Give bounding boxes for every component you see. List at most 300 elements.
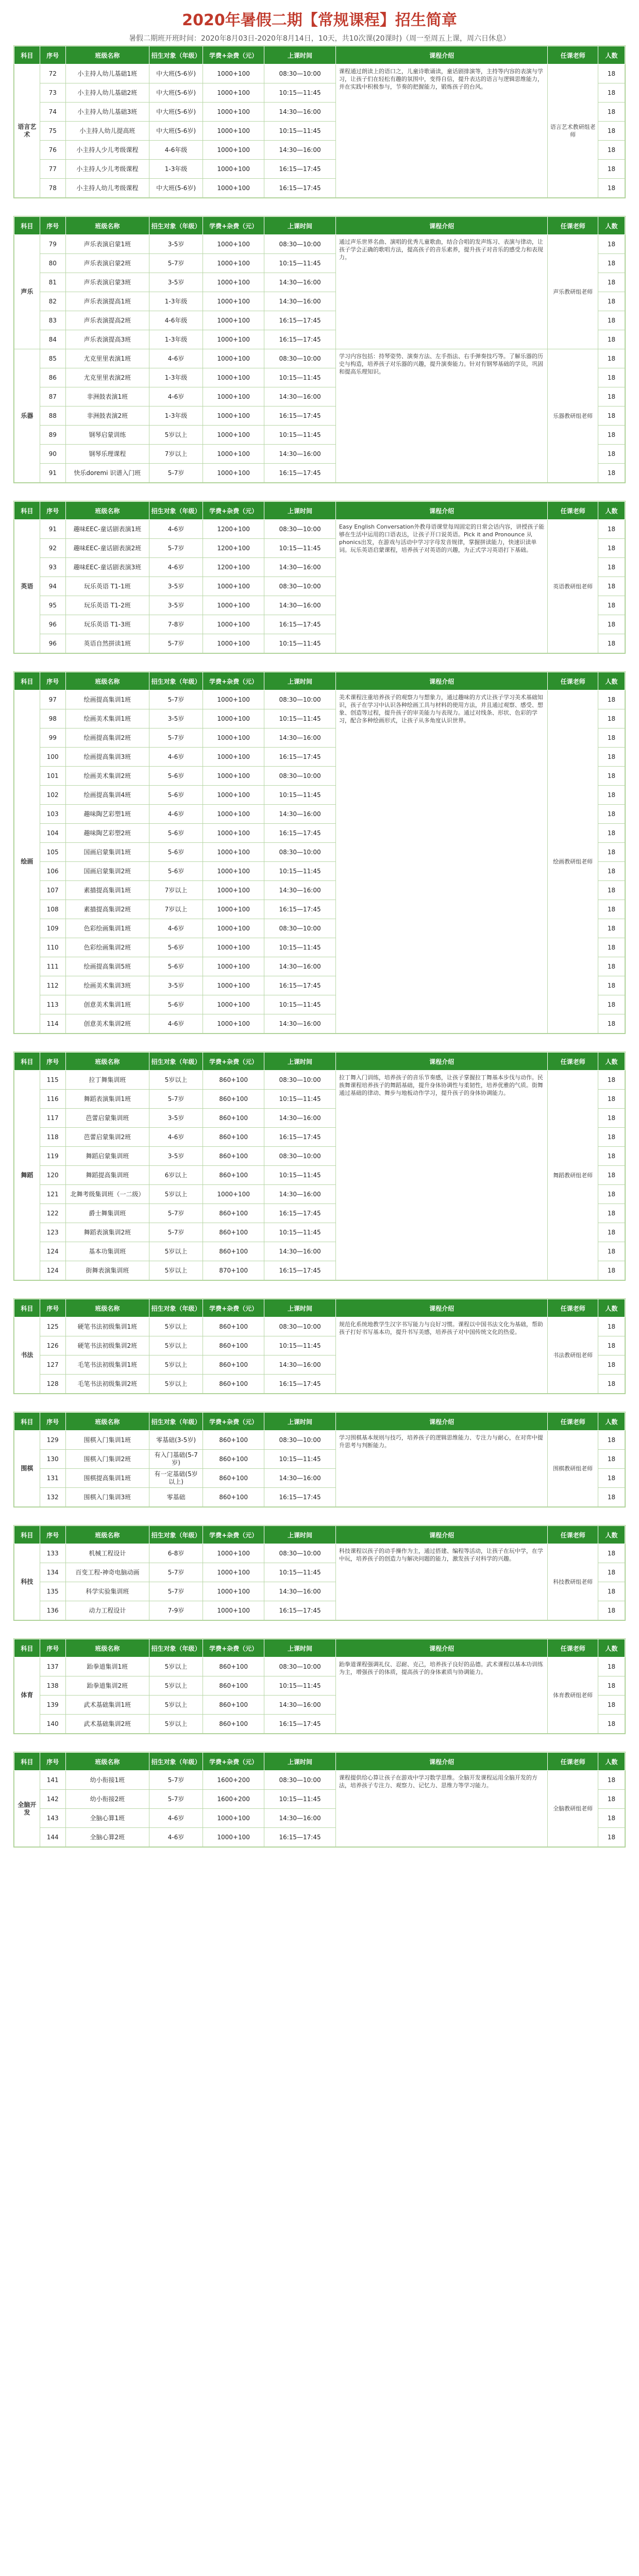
course-size: 18 — [598, 843, 625, 862]
course-time: 16:15—17:45 — [264, 179, 336, 198]
column-header: 课程介绍 — [335, 1639, 548, 1657]
course-size: 18 — [598, 254, 625, 273]
course-fee: 1000+100 — [203, 141, 264, 160]
course-grade: 5-7岁 — [149, 634, 203, 653]
column-header: 学费+杂费（元） — [203, 1053, 264, 1071]
column-header: 科目 — [14, 1053, 40, 1071]
column-header: 课程介绍 — [335, 672, 548, 690]
course-grade: 5岁以上 — [149, 1261, 203, 1280]
course-grade: 4-6岁 — [149, 805, 203, 824]
course-size: 18 — [598, 1090, 625, 1109]
course-size: 18 — [598, 349, 625, 368]
course-grade: 3-5岁 — [149, 1109, 203, 1128]
course-size: 18 — [598, 83, 625, 103]
course-time: 10:15—11:45 — [264, 122, 336, 141]
course-name: 色彩绘画集训1班 — [65, 919, 149, 938]
course-section — [13, 1052, 626, 1281]
course-size: 18 — [598, 919, 625, 938]
course-size: 18 — [598, 615, 625, 634]
course-fee: 860+100 — [203, 1109, 264, 1128]
course-fee: 860+100 — [203, 1657, 264, 1676]
course-grade: 5-7岁 — [149, 1223, 203, 1242]
course-size: 18 — [598, 767, 625, 786]
course-fee: 1000+100 — [203, 1809, 264, 1828]
course-grade: 5岁以上 — [149, 1336, 203, 1355]
column-header: 招生对象（年级） — [149, 1526, 203, 1544]
course-section — [13, 1525, 626, 1621]
course-fee: 1000+100 — [203, 690, 264, 709]
column-header: 课程介绍 — [335, 1753, 548, 1771]
course-grade: 中大班(5-6岁) — [149, 83, 203, 103]
page-subtitle: 暑假二期班开班时间：2020年8月03日-2020年8月14日，10天，共10次课(20课时)（周一至周五上课，周六日休息） — [128, 35, 511, 43]
course-size: 18 — [598, 1828, 625, 1847]
column-header: 科目 — [14, 46, 40, 64]
course-teacher: 声乐教研组老师 — [548, 235, 598, 349]
course-name: 绘画美术集训3班 — [65, 976, 149, 995]
course-section — [13, 1412, 626, 1507]
course-number: 119 — [40, 1147, 65, 1166]
course-grade: 4-6年级 — [149, 141, 203, 160]
course-table — [14, 1526, 625, 1620]
column-header: 任课老师 — [548, 46, 598, 64]
course-fee: 1000+100 — [203, 709, 264, 728]
course-name: 小主持人幼儿基础2班 — [65, 83, 149, 103]
course-grade: 5-7岁 — [149, 254, 203, 273]
course-size: 18 — [598, 709, 625, 728]
column-header: 序号 — [40, 1299, 65, 1317]
course-fee: 870+100 — [203, 1261, 264, 1280]
course-fee: 1000+100 — [203, 292, 264, 311]
course-name: 小主持人幼儿考级课程 — [65, 179, 149, 198]
course-size: 18 — [598, 1431, 625, 1450]
course-time: 10:15—11:45 — [264, 1090, 336, 1109]
course-name: 芭蕾启蒙集训班 — [65, 1109, 149, 1128]
course-time: 16:15—17:45 — [264, 1261, 336, 1280]
course-size: 18 — [598, 728, 625, 748]
course-name: 尤克里里表演2班 — [65, 368, 149, 387]
course-name: 百变工程-神奇电脑动画 — [65, 1563, 149, 1582]
course-size: 18 — [598, 976, 625, 995]
table-row — [14, 520, 625, 539]
column-header: 人数 — [598, 672, 625, 690]
course-name: 快乐doremi 识谱入门班 — [65, 464, 149, 483]
course-grade: 5岁以上 — [149, 1375, 203, 1394]
course-size: 18 — [598, 824, 625, 843]
column-header: 招生对象（年级） — [149, 217, 203, 235]
course-grade: 4-6岁 — [149, 520, 203, 539]
course-number: 126 — [40, 1336, 65, 1355]
course-fee: 1000+100 — [203, 767, 264, 786]
column-header: 学费+杂费（元） — [203, 46, 264, 64]
course-fee: 1000+100 — [203, 1014, 264, 1033]
course-section — [13, 45, 626, 198]
course-time: 16:15—17:45 — [264, 900, 336, 919]
course-name: 创意美术集训2班 — [65, 1014, 149, 1033]
course-description: 通过声乐世界名曲、演唱的优秀儿童歌曲，结合合唱的发声练习、表演与律动，让孩子学会正确的歌唱方法，提高孩子的音乐素养，提升孩子对音乐的感受力和表现力。 — [335, 235, 548, 349]
course-fee: 860+100 — [203, 1336, 264, 1355]
course-grade: 4-6岁 — [149, 1828, 203, 1847]
course-description: 课程提供给心算让孩子在游戏中学习数学思维。全脑开发课程运用全脑开发的方法，培养孩子专注力、观察力、记忆力、思维力等学习能力。 — [335, 1771, 548, 1847]
course-grade: 5-6岁 — [149, 938, 203, 957]
course-fee: 860+100 — [203, 1128, 264, 1147]
column-header: 上课时间 — [264, 672, 336, 690]
column-header: 人数 — [598, 1053, 625, 1071]
course-grade: 3-5岁 — [149, 709, 203, 728]
course-name: 跆拳道集训1班 — [65, 1657, 149, 1676]
course-fee: 860+100 — [203, 1355, 264, 1375]
course-name: 毛笔书法初级集训2班 — [65, 1375, 149, 1394]
course-fee: 1000+100 — [203, 160, 264, 179]
course-grade: 5岁以上 — [149, 426, 203, 445]
course-number: 97 — [40, 690, 65, 709]
course-time: 16:15—17:45 — [264, 1715, 336, 1734]
column-header: 上课时间 — [264, 1299, 336, 1317]
course-name: 绘画提高集训2班 — [65, 728, 149, 748]
course-grade: 零基础 — [149, 1488, 203, 1507]
course-fee: 1000+100 — [203, 843, 264, 862]
course-time: 16:15—17:45 — [264, 1488, 336, 1507]
column-header: 班级名称 — [65, 1299, 149, 1317]
course-time: 14:30—16:00 — [264, 1185, 336, 1204]
course-number: 137 — [40, 1657, 65, 1676]
course-size: 18 — [598, 368, 625, 387]
table-header-row — [14, 1299, 625, 1317]
course-table — [14, 1412, 625, 1507]
course-name: 全脑心算2班 — [65, 1828, 149, 1847]
course-number: 133 — [40, 1544, 65, 1563]
column-header: 上课时间 — [264, 1753, 336, 1771]
column-header: 任课老师 — [548, 217, 598, 235]
course-size: 18 — [598, 311, 625, 330]
course-time: 16:15—17:45 — [264, 464, 336, 483]
course-size: 18 — [598, 1147, 625, 1166]
course-size: 18 — [598, 1715, 625, 1734]
course-number: 124 — [40, 1261, 65, 1280]
table-row — [14, 1071, 625, 1090]
course-name: 素描提高集训2班 — [65, 900, 149, 919]
column-header: 学费+杂费（元） — [203, 672, 264, 690]
course-fee: 1000+100 — [203, 83, 264, 103]
course-grade: 7岁以上 — [149, 900, 203, 919]
course-time: 16:15—17:45 — [264, 976, 336, 995]
course-number: 109 — [40, 919, 65, 938]
course-size: 18 — [598, 1317, 625, 1336]
course-number: 116 — [40, 1090, 65, 1109]
course-fee: 860+100 — [203, 1696, 264, 1715]
course-grade: 3-5岁 — [149, 976, 203, 995]
course-number: 83 — [40, 311, 65, 330]
course-teacher: 语言艺术教研组老师 — [548, 64, 598, 198]
course-name: 声乐表演提高1班 — [65, 292, 149, 311]
course-grade: 5-7岁 — [149, 1090, 203, 1109]
course-description: 课程通过朗读上的语口之，儿童诗歌诵读，童话剧排演等，主持等内容的表演与学习，让孩子们在轻松有趣的氛围中，变得自信，提升表达的语言与逻辑思维能力，并在实践中积极参与，节奏的把握能力，锻炼孩子的台风。 — [335, 64, 548, 198]
column-header: 序号 — [40, 1639, 65, 1657]
course-size: 18 — [598, 1185, 625, 1204]
course-grade: 7岁以上 — [149, 445, 203, 464]
course-teacher: 体育教研组老师 — [548, 1657, 598, 1734]
course-time: 14:30—16:00 — [264, 445, 336, 464]
course-size: 18 — [598, 103, 625, 122]
course-grade: 5-6岁 — [149, 786, 203, 805]
course-time: 14:30—16:00 — [264, 103, 336, 122]
course-fee: 860+100 — [203, 1166, 264, 1185]
course-size: 18 — [598, 1696, 625, 1715]
column-header: 上课时间 — [264, 502, 336, 520]
course-size: 18 — [598, 179, 625, 198]
course-section — [13, 1298, 626, 1394]
course-name: 玩乐英语 T1-2班 — [65, 596, 149, 615]
course-number: 99 — [40, 728, 65, 748]
course-number: 75 — [40, 122, 65, 141]
course-number: 122 — [40, 1204, 65, 1223]
course-section — [13, 1638, 626, 1734]
course-size: 18 — [598, 235, 625, 254]
column-header: 人数 — [598, 217, 625, 235]
course-teacher: 舞蹈教研组老师 — [548, 1071, 598, 1280]
course-number: 96 — [40, 634, 65, 653]
course-fee: 1000+100 — [203, 1185, 264, 1204]
course-fee: 1000+100 — [203, 330, 264, 349]
course-time: 08:30—10:00 — [264, 577, 336, 596]
column-header: 招生对象（年级） — [149, 1639, 203, 1657]
course-fee: 860+100 — [203, 1147, 264, 1166]
course-grade: 5岁以上 — [149, 1242, 203, 1261]
course-size: 18 — [598, 330, 625, 349]
course-name: 声乐表演启蒙1班 — [65, 235, 149, 254]
column-header: 人数 — [598, 1753, 625, 1771]
course-time: 14:30—16:00 — [264, 728, 336, 748]
column-header: 招生对象（年级） — [149, 1753, 203, 1771]
course-number: 130 — [40, 1450, 65, 1469]
course-time: 16:15—17:45 — [264, 824, 336, 843]
table-header-row — [14, 1526, 625, 1544]
course-number: 140 — [40, 1715, 65, 1734]
course-name: 爵士舞集训班 — [65, 1204, 149, 1223]
course-name: 钢琴乐理课程 — [65, 445, 149, 464]
column-header: 招生对象（年级） — [149, 1053, 203, 1071]
course-size: 18 — [598, 1355, 625, 1375]
course-name: 声乐表演启蒙2班 — [65, 254, 149, 273]
course-teacher: 科技教研组老师 — [548, 1544, 598, 1620]
course-number: 88 — [40, 406, 65, 426]
course-number: 82 — [40, 292, 65, 311]
column-header: 任课老师 — [548, 1299, 598, 1317]
course-fee: 1000+100 — [203, 1544, 264, 1563]
course-time: 16:15—17:45 — [264, 1828, 336, 1847]
course-name: 机械工程设计 — [65, 1544, 149, 1563]
column-header: 学费+杂费（元） — [203, 217, 264, 235]
course-name: 素描提高集训1班 — [65, 881, 149, 900]
page-title: 2020年暑假二期【常规课程】招生简章 — [182, 11, 457, 29]
course-name: 钢琴启蒙训练 — [65, 426, 149, 445]
subject-cell: 绘画 — [14, 690, 40, 1033]
course-number: 105 — [40, 843, 65, 862]
column-header: 任课老师 — [548, 1639, 598, 1657]
course-fee: 1000+100 — [203, 445, 264, 464]
course-name: 围棋提高集训1班 — [65, 1469, 149, 1488]
course-fee: 1200+100 — [203, 520, 264, 539]
course-grade: 5-7岁 — [149, 1582, 203, 1601]
column-header: 人数 — [598, 1639, 625, 1657]
course-fee: 1000+100 — [203, 368, 264, 387]
course-grade: 5-7岁 — [149, 1790, 203, 1809]
course-name: 围棋入门集训3班 — [65, 1488, 149, 1507]
course-grade: 6岁以上 — [149, 1166, 203, 1185]
course-size: 18 — [598, 1488, 625, 1507]
course-name: 毛笔书法初级集训1班 — [65, 1355, 149, 1375]
course-grade: 3-5岁 — [149, 235, 203, 254]
course-grade: 5-7岁 — [149, 539, 203, 558]
course-grade: 4-6岁 — [149, 387, 203, 406]
course-fee: 1000+100 — [203, 464, 264, 483]
course-number: 89 — [40, 426, 65, 445]
course-fee: 1000+100 — [203, 235, 264, 254]
course-fee: 1000+100 — [203, 805, 264, 824]
course-time: 16:15—17:45 — [264, 311, 336, 330]
course-number: 120 — [40, 1166, 65, 1185]
table-row — [14, 1317, 625, 1336]
column-header: 任课老师 — [548, 672, 598, 690]
course-time: 10:15—11:45 — [264, 83, 336, 103]
course-fee: 1000+100 — [203, 919, 264, 938]
course-name: 声乐表演提高2班 — [65, 311, 149, 330]
course-size: 18 — [598, 577, 625, 596]
course-teacher: 全脑教研组老师 — [548, 1771, 598, 1847]
course-grade: 4-6岁 — [149, 558, 203, 577]
course-fee: 1000+100 — [203, 426, 264, 445]
column-header: 招生对象（年级） — [149, 672, 203, 690]
course-name: 绘画提高集训1班 — [65, 690, 149, 709]
course-time: 14:30—16:00 — [264, 141, 336, 160]
course-number: 118 — [40, 1128, 65, 1147]
course-time: 08:30—10:00 — [264, 1771, 336, 1790]
subject-cell: 声乐 — [14, 235, 40, 349]
course-time: 14:30—16:00 — [264, 881, 336, 900]
course-time: 08:30—10:00 — [264, 520, 336, 539]
course-fee: 1000+100 — [203, 995, 264, 1014]
course-number: 100 — [40, 748, 65, 767]
course-grade: 5岁以上 — [149, 1317, 203, 1336]
course-number: 108 — [40, 900, 65, 919]
course-fee: 1000+100 — [203, 1601, 264, 1620]
course-name: 小主持人幼儿基础1班 — [65, 64, 149, 83]
course-grade: 5-6岁 — [149, 957, 203, 976]
course-size: 18 — [598, 1166, 625, 1185]
subject-cell: 语言艺术 — [14, 64, 40, 198]
course-fee: 860+100 — [203, 1317, 264, 1336]
course-grade: 1-3年级 — [149, 368, 203, 387]
course-number: 103 — [40, 805, 65, 824]
course-number: 85 — [40, 349, 65, 368]
course-fee: 1000+100 — [203, 824, 264, 843]
course-fee: 1000+100 — [203, 615, 264, 634]
course-size: 18 — [598, 805, 625, 824]
course-name: 色彩绘画集训2班 — [65, 938, 149, 957]
course-name: 幼小衔接2班 — [65, 1790, 149, 1809]
course-size: 18 — [598, 1469, 625, 1488]
course-fee: 860+100 — [203, 1488, 264, 1507]
course-time: 10:15—11:45 — [264, 995, 336, 1014]
column-header: 招生对象（年级） — [149, 1413, 203, 1431]
course-size: 18 — [598, 558, 625, 577]
course-fee: 860+100 — [203, 1242, 264, 1261]
table-header-row — [14, 217, 625, 235]
column-header: 上课时间 — [264, 1639, 336, 1657]
course-time: 14:30—16:00 — [264, 273, 336, 292]
column-header: 人数 — [598, 502, 625, 520]
course-name: 围棋入门集训1班 — [65, 1431, 149, 1450]
course-number: 141 — [40, 1771, 65, 1790]
course-grade: 有一定基础(5岁以上) — [149, 1469, 203, 1488]
course-fee: 1000+100 — [203, 1582, 264, 1601]
column-header: 课程介绍 — [335, 217, 548, 235]
course-size: 18 — [598, 1128, 625, 1147]
course-time: 08:30—10:00 — [264, 349, 336, 368]
course-time: 10:15—11:45 — [264, 862, 336, 881]
course-name: 国画启蒙集训2班 — [65, 862, 149, 881]
course-name: 全脑心算1班 — [65, 1809, 149, 1828]
column-header: 课程介绍 — [335, 1299, 548, 1317]
course-time: 14:30—16:00 — [264, 1355, 336, 1375]
course-grade: 5岁以上 — [149, 1185, 203, 1204]
course-size: 18 — [598, 539, 625, 558]
course-name: 科学实验集训班 — [65, 1582, 149, 1601]
subject-cell: 英语 — [14, 520, 40, 653]
course-name: 围棋入门集训2班 — [65, 1450, 149, 1469]
table-header-row — [14, 1413, 625, 1431]
course-number: 121 — [40, 1185, 65, 1204]
course-table — [14, 672, 625, 1033]
column-header: 科目 — [14, 217, 40, 235]
course-fee: 860+100 — [203, 1071, 264, 1090]
course-grade: 1-3年级 — [149, 330, 203, 349]
course-time: 10:15—11:45 — [264, 938, 336, 957]
course-name: 武术基础集训2班 — [65, 1715, 149, 1734]
course-time: 14:30—16:00 — [264, 387, 336, 406]
course-size: 18 — [598, 1809, 625, 1828]
course-fee: 1000+100 — [203, 748, 264, 767]
course-number: 78 — [40, 179, 65, 198]
course-number: 94 — [40, 577, 65, 596]
course-fee: 1000+100 — [203, 122, 264, 141]
course-fee: 1600+200 — [203, 1790, 264, 1809]
course-grade: 中大班(5-6岁) — [149, 179, 203, 198]
column-header: 招生对象（年级） — [149, 1299, 203, 1317]
course-name: 小主持人幼儿提高班 — [65, 122, 149, 141]
column-header: 上课时间 — [264, 1526, 336, 1544]
course-number: 86 — [40, 368, 65, 387]
course-name: 声乐表演启蒙3班 — [65, 273, 149, 292]
course-fee: 1000+100 — [203, 900, 264, 919]
course-section — [13, 501, 626, 654]
course-name: 北舞考级集训班（一二级） — [65, 1185, 149, 1204]
course-size: 18 — [598, 1375, 625, 1394]
subject-cell: 全脑开发 — [14, 1771, 40, 1847]
course-number: 84 — [40, 330, 65, 349]
course-description: Easy English Conversation外教母语课堂每周固定的日常会话内容，讲授孩子能够在生活中运用的口语表达，让孩子开口说英语。Pick it and Pronounce 从phonics出发，在游戏与活动中学习字母发音规律，掌握拼读能力，快速识读单词。玩乐英语启蒙课程，培养孩子对英语的兴趣，为正式学习英语打下基础。 — [335, 520, 548, 653]
course-time: 14:30—16:00 — [264, 596, 336, 615]
course-size: 18 — [598, 1771, 625, 1790]
table-header-row — [14, 1753, 625, 1771]
course-size: 18 — [598, 748, 625, 767]
course-size: 18 — [598, 690, 625, 709]
course-grade: 5-7岁 — [149, 1563, 203, 1582]
course-time: 10:15—11:45 — [264, 1790, 336, 1809]
course-number: 113 — [40, 995, 65, 1014]
course-fee: 860+100 — [203, 1431, 264, 1450]
course-table — [14, 1639, 625, 1734]
course-description: 学习围棋基本规则与技巧，培养孩子的逻辑思维能力、专注力与耐心，在对弈中提升思考与判断能力。 — [335, 1431, 548, 1507]
